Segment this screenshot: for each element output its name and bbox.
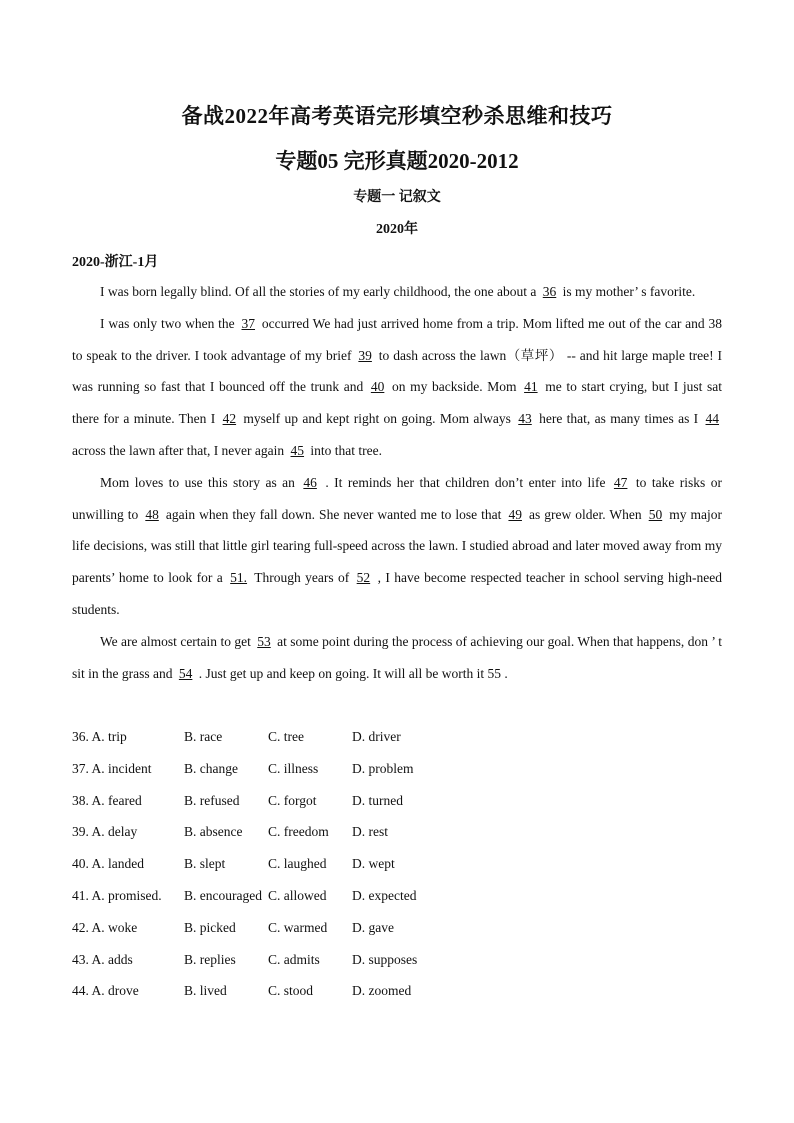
option-a: 36. A. trip	[72, 729, 127, 744]
passage-text: occurred We had just arrived home from a trip. Mom lifted me out of the car and	[258, 315, 709, 331]
blank-54: 54	[178, 665, 193, 681]
passage-text: as grew older. When	[524, 506, 646, 522]
blank-37: 37	[241, 315, 256, 331]
option-a: 40. A. landed	[72, 856, 144, 872]
passage-text: again when they fall down. She never wanted me to lose that	[161, 506, 506, 522]
cloze-passage	[72, 276, 722, 689]
option-a: 38. A. feared	[72, 792, 142, 808]
passage-text: across the lawn after that, I never again	[72, 442, 288, 458]
passage-text: to speak to the driver. I took advantage of my brief	[72, 347, 356, 363]
passage-text: Through years of	[250, 570, 354, 586]
blank-44: 44	[705, 411, 720, 427]
option-b: B. race	[184, 729, 223, 744]
year-heading: 2020年	[376, 222, 418, 237]
option-d: D. driver	[352, 729, 401, 744]
option-c: C. stood	[268, 983, 314, 999]
blank-51: 51.	[230, 570, 248, 586]
option-row-44	[72, 975, 722, 1007]
option-row-43	[72, 944, 722, 976]
option-row-39	[72, 816, 722, 848]
option-c: C. illness	[268, 760, 319, 776]
passage-text: me to start crying, but I just sat there for a minute. Then I	[72, 379, 722, 427]
passage-text: Mom loves to use this story as an	[100, 474, 301, 490]
passage-text: . It reminds her that children don’t enter into life	[319, 474, 611, 490]
passage-text: on my backside. Mom	[387, 379, 522, 395]
option-d: D. wept	[352, 856, 395, 872]
option-a: 42. A. woke	[72, 919, 138, 935]
option-a: 39. A. delay	[72, 824, 138, 840]
option-c: C. allowed	[268, 887, 327, 903]
passage-text: to take risks or unwilling to	[72, 474, 722, 522]
option-c: C. admits	[268, 951, 320, 967]
blank-49: 49	[508, 506, 522, 522]
passage-text: is my mother’ s favorite.	[559, 284, 696, 299]
answer-options	[72, 721, 722, 1007]
option-d: D. problem	[352, 760, 414, 776]
option-c: C. warmed	[268, 919, 328, 935]
option-a: 41. A. promised.	[72, 887, 162, 903]
option-b: B. lived	[184, 983, 227, 999]
option-a: 43. A. adds	[72, 951, 133, 967]
blank-46: 46	[303, 474, 317, 490]
option-b: B. picked	[184, 919, 236, 935]
option-c: C. tree	[268, 729, 304, 744]
option-b: B. slept	[184, 856, 226, 872]
document-title: 备战2022年高考英语完形填空秒杀思维和技巧	[181, 104, 613, 128]
blank-50: 50	[648, 506, 663, 522]
option-row-41	[72, 880, 722, 912]
document-subtitle: 专题05 完形真题2020-2012	[275, 149, 519, 173]
passage-paragraph-4	[72, 626, 722, 690]
passage-paragraph-2	[72, 308, 722, 467]
passage-paragraph-1	[72, 276, 722, 308]
option-a: 37. A. incident	[72, 760, 152, 776]
blank-39: 39	[358, 347, 372, 363]
option-c: C. forgot	[268, 792, 317, 808]
option-row-40	[72, 848, 722, 880]
option-b: B. absence	[184, 824, 243, 840]
option-row-37	[72, 753, 722, 785]
blank-41: 41	[524, 379, 538, 395]
passage-text: here that, as many times as I	[534, 411, 703, 427]
option-d: D. supposes	[352, 951, 418, 967]
blank-38: 38	[708, 315, 722, 331]
passage-text: my major life decisions, was still that little girl tearing full-speed across the lawn. I studied abroad and later moved away from my parents’ home to look for a	[72, 506, 722, 586]
passage-text: I was born legally blind. Of all the stories of my early childhood, the one about a	[100, 284, 540, 299]
option-c: C. freedom	[268, 824, 329, 840]
option-b: B. replies	[184, 951, 236, 967]
passage-text: at some point during the process of achieving our goal. When that happens, don ’ t sit in the grass and	[72, 633, 722, 681]
blank-43: 43	[518, 411, 532, 427]
option-d: D. expected	[352, 887, 417, 903]
option-d: D. gave	[352, 919, 394, 935]
section-label: 2020-浙江-1月	[72, 255, 159, 270]
option-d: D. zoomed	[352, 983, 412, 999]
blank-47: 47	[613, 474, 628, 490]
option-c: C. laughed	[268, 856, 327, 872]
option-row-38	[72, 785, 722, 817]
passage-paragraph-3	[72, 467, 722, 626]
option-a: 44. A. drove	[72, 983, 139, 999]
passage-text: We are almost certain to get	[100, 633, 255, 649]
passage-text: into that tree.	[307, 442, 383, 458]
blank-48: 48	[145, 506, 159, 522]
blank-36: 36	[542, 284, 557, 299]
option-b: B. encouraged	[184, 887, 262, 903]
passage-text: I was only two when the	[100, 315, 239, 331]
topic-heading: 专题一 记叙文	[353, 190, 441, 205]
blank-40: 40	[370, 379, 385, 395]
blank-52: 52	[356, 570, 371, 586]
passage-text: . Just get up and keep on going. It will all be worth it 55 .	[195, 665, 508, 681]
passage-text: myself up and kept right on going. Mom always	[239, 411, 516, 427]
blank-42: 42	[222, 411, 237, 427]
option-row-42	[72, 912, 722, 944]
blank-53: 53	[257, 633, 271, 649]
blank-45: 45	[290, 442, 305, 458]
option-b: B. change	[184, 760, 238, 776]
option-d: D. rest	[352, 824, 388, 840]
passage-text: to dash across the lawn（草坪） -- and hit large maple tree! I was running so fast that I bounced off the trunk and	[72, 347, 722, 395]
option-d: D. turned	[352, 792, 403, 808]
option-b: B. refused	[184, 792, 240, 808]
passage-text: , I have become respected teacher in school serving high-need students.	[72, 570, 722, 617]
option-row-36	[72, 721, 722, 753]
